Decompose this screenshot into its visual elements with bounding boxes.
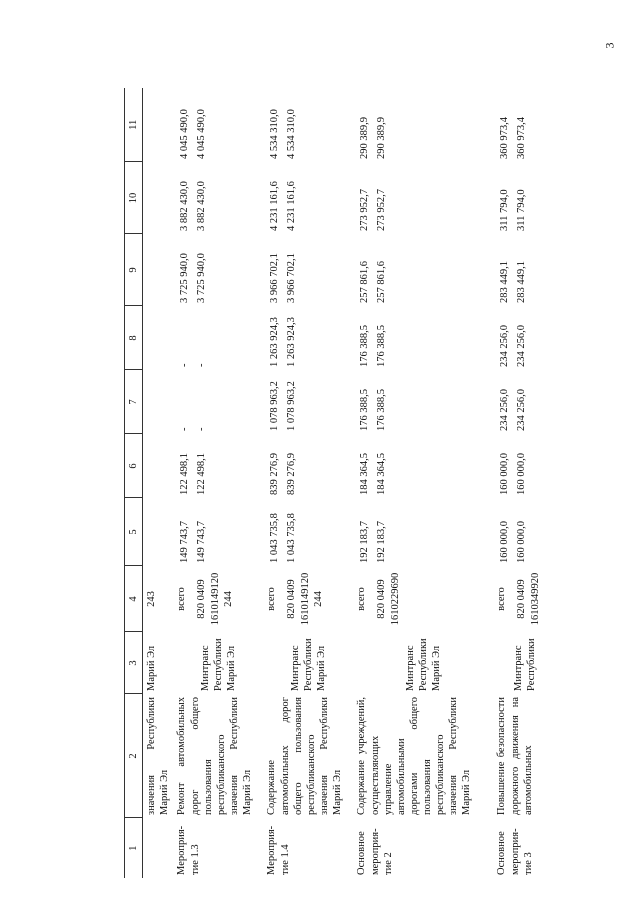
value-total: 176 388,5 — [359, 325, 371, 367]
value-cell — [173, 162, 193, 234]
value-cell — [263, 434, 283, 498]
value-executor: 1 078 963,2 — [286, 381, 298, 431]
value-total: 192 183,7 — [359, 521, 371, 563]
value-cell — [373, 88, 493, 162]
value-cell — [143, 370, 174, 434]
value-cell — [143, 498, 174, 566]
column-header: 9 — [125, 234, 143, 306]
value-total: 1 078 963,2 — [269, 381, 281, 431]
value-cell — [353, 88, 373, 162]
executor-cell — [173, 632, 263, 694]
value-executor: 4 045 490,0 — [196, 109, 208, 159]
value-cell — [353, 234, 373, 306]
value-executor: 1 263 924,3 — [286, 317, 298, 367]
column-header: 5 — [125, 498, 143, 566]
budget-source-label: всего — [176, 587, 188, 611]
value-cell — [373, 234, 493, 306]
column-header: 2 — [125, 694, 143, 818]
value-cell — [143, 88, 174, 162]
value-total: 234 256,0 — [499, 389, 511, 431]
budget-code-cell — [193, 566, 263, 632]
activity-name-cell — [173, 694, 263, 818]
value-cell — [513, 498, 557, 566]
value-total: 234 256,0 — [499, 325, 511, 367]
value-executor: 176 388,5 — [376, 325, 388, 367]
table-row — [493, 88, 513, 878]
value-total: 3 882 430,0 — [179, 181, 191, 231]
value-total: 4 045 490,0 — [179, 109, 191, 159]
program-funding-table — [124, 88, 557, 878]
value-executor: 283 449,1 — [516, 261, 528, 303]
value-cell — [513, 162, 557, 234]
value-cell — [193, 370, 263, 434]
value-executor: 257 861,6 — [376, 261, 388, 303]
value-cell — [493, 370, 513, 434]
value-cell — [173, 234, 193, 306]
value-total: 290 389,9 — [359, 117, 371, 159]
activity-name-cell — [353, 694, 493, 818]
value-executor: 360 973,4 — [516, 117, 528, 159]
value-total: 160 000,0 — [499, 453, 511, 495]
value-cell — [493, 234, 513, 306]
activity-name-cell — [493, 694, 557, 818]
value-executor: 311 794,0 — [516, 189, 528, 231]
executor-name: Минтранс Республики Марий Эл — [289, 638, 327, 691]
activity-number: Основное мероприя-тие 2 — [356, 828, 394, 875]
value-total: 184 364,5 — [359, 453, 371, 495]
budget-source-label: всего — [356, 587, 368, 611]
value-cell — [263, 498, 283, 566]
value-cell — [513, 434, 557, 498]
value-cell — [143, 234, 174, 306]
value-cell — [193, 498, 263, 566]
column-header: 6 — [125, 434, 143, 498]
column-header: 4 — [125, 566, 143, 632]
value-cell — [173, 370, 193, 434]
column-header: 10 — [125, 162, 143, 234]
activity-name-cell — [143, 694, 174, 818]
value-executor: 839 276,9 — [286, 453, 298, 495]
page-number: 3 — [602, 42, 617, 49]
budget-source-label: 243 — [146, 591, 158, 607]
value-cell — [193, 162, 263, 234]
budget-source-cell — [353, 566, 373, 632]
value-executor: 4 231 161,6 — [286, 181, 298, 231]
executor-cell — [143, 632, 174, 694]
value-executor: 176 388,5 — [376, 389, 388, 431]
budget-code: 820 0409 1610349920 — [516, 572, 541, 626]
value-total: 311 794,0 — [499, 189, 511, 231]
value-cell — [283, 162, 353, 234]
value-cell — [373, 370, 493, 434]
activity-name: Ремонт автомобильных дорог общего пользования республиканского значения Республики Марий Эл — [176, 697, 253, 815]
activity-number: Мероприя-тие 1.3 — [176, 825, 201, 875]
value-cell — [513, 234, 557, 306]
value-executor: 160 000,0 — [516, 521, 528, 563]
value-cell — [513, 306, 557, 370]
budget-code-cell — [283, 566, 353, 632]
value-cell — [193, 88, 263, 162]
value-total: - — [179, 363, 191, 367]
table-row — [173, 88, 193, 878]
value-cell — [493, 434, 513, 498]
rotated-table-container — [124, 88, 542, 878]
value-total: 3 725 940,0 — [179, 253, 191, 303]
executor-cell — [493, 632, 557, 694]
value-executor: 149 743,7 — [196, 521, 208, 563]
table-row — [263, 88, 283, 878]
value-total: 122 498,1 — [179, 453, 191, 495]
value-total: 839 276,9 — [269, 453, 281, 495]
value-executor: 1 043 735,8 — [286, 513, 298, 563]
value-cell — [283, 434, 353, 498]
column-header: 11 — [125, 88, 143, 162]
activity-number-cell — [353, 818, 493, 878]
value-total: 1 043 735,8 — [269, 513, 281, 563]
table-row — [143, 88, 174, 878]
value-executor: 3 725 940,0 — [196, 253, 208, 303]
value-cell — [493, 498, 513, 566]
value-executor: 290 389,9 — [376, 117, 388, 159]
value-total: 273 952,7 — [359, 189, 371, 231]
column-header: 1 — [125, 818, 143, 878]
executor-name: Минтранс Республики Марий Эл — [199, 638, 237, 691]
activity-name-cell — [263, 694, 353, 818]
value-cell — [143, 434, 174, 498]
value-cell — [193, 234, 263, 306]
value-executor: 3 882 430,0 — [196, 181, 208, 231]
executor-name: Минтранс Республики — [513, 638, 538, 691]
value-total: 257 861,6 — [359, 261, 371, 303]
value-total: 149 743,7 — [179, 521, 191, 563]
column-header: 7 — [125, 370, 143, 434]
value-cell — [173, 498, 193, 566]
value-cell — [143, 162, 174, 234]
budget-code: 820 0409 1610149120 244 — [196, 572, 234, 626]
value-executor: - — [196, 363, 208, 367]
value-executor: 192 183,7 — [376, 521, 388, 563]
activity-name: значения Республики Марий Эл — [146, 697, 171, 815]
value-total: - — [179, 427, 191, 431]
value-cell — [373, 306, 493, 370]
value-cell — [173, 434, 193, 498]
value-cell — [513, 370, 557, 434]
value-total: 4 231 161,6 — [269, 181, 281, 231]
budget-code: 820 0409 1610149120 244 — [286, 572, 324, 626]
value-executor: 122 498,1 — [196, 453, 208, 495]
value-cell — [493, 162, 513, 234]
value-cell — [493, 306, 513, 370]
value-executor: 273 952,7 — [376, 189, 388, 231]
value-cell — [263, 162, 283, 234]
column-header: 3 — [125, 632, 143, 694]
value-cell — [493, 88, 513, 162]
value-cell — [173, 306, 193, 370]
budget-code-cell — [513, 566, 557, 632]
activity-number-cell — [173, 818, 263, 878]
value-cell — [283, 306, 353, 370]
value-cell — [353, 162, 373, 234]
value-cell — [193, 306, 263, 370]
column-header: 8 — [125, 306, 143, 370]
value-cell — [283, 370, 353, 434]
value-total: 360 973,4 — [499, 117, 511, 159]
value-executor: - — [196, 427, 208, 431]
value-total: 3 966 702,1 — [269, 253, 281, 303]
value-cell — [283, 88, 353, 162]
value-total: 1 263 924,3 — [269, 317, 281, 367]
value-total: 4 534 310,0 — [269, 109, 281, 159]
activity-number-cell — [493, 818, 557, 878]
value-cell — [193, 434, 263, 498]
value-cell — [373, 434, 493, 498]
value-total: 160 000,0 — [499, 521, 511, 563]
activity-name: Содержание учреждений, осуществляющих управление автомобильными дорогами общего пользования республиканского значения Республики Марий Эл — [356, 697, 473, 815]
budget-code: 820 0409 1610229690 — [376, 572, 401, 626]
value-executor: 3 966 702,1 — [286, 253, 298, 303]
executor-cell — [353, 632, 493, 694]
budget-source-cell — [493, 566, 513, 632]
value-cell — [143, 306, 174, 370]
budget-source-cell — [173, 566, 193, 632]
value-cell — [263, 306, 283, 370]
value-executor: 234 256,0 — [516, 389, 528, 431]
value-cell — [353, 370, 373, 434]
value-cell — [353, 434, 373, 498]
value-cell — [173, 88, 193, 162]
budget-source-cell — [263, 566, 283, 632]
value-cell — [353, 498, 373, 566]
table-body — [143, 88, 558, 878]
value-executor: 184 364,5 — [376, 453, 388, 495]
value-cell — [373, 162, 493, 234]
value-cell — [263, 234, 283, 306]
value-total: 283 449,1 — [499, 261, 511, 303]
activity-number-cell — [143, 818, 174, 878]
budget-source-label: всего — [496, 587, 508, 611]
value-cell — [263, 88, 283, 162]
executor-name: Минтранс Республики Марий Эл — [404, 638, 442, 691]
budget-source-label: всего — [266, 587, 278, 611]
activity-number: Основное мероприя-тие 3 — [496, 828, 534, 875]
activity-name: Содержание автомобильных дорог общего пользования республиканского значения Республики Марий Эл — [266, 697, 343, 815]
value-total: 176 388,5 — [359, 389, 371, 431]
value-cell — [263, 370, 283, 434]
budget-source-cell — [143, 566, 174, 632]
value-cell — [283, 498, 353, 566]
activity-name: Повышение безопасности дорожного движения на автомобильных — [496, 697, 534, 815]
table-row — [353, 88, 373, 878]
value-cell — [353, 306, 373, 370]
column-number-row — [125, 88, 143, 878]
budget-code-cell — [373, 566, 493, 632]
activity-number-cell — [263, 818, 353, 878]
value-executor: 4 534 310,0 — [286, 109, 298, 159]
value-cell — [513, 88, 557, 162]
value-executor: 234 256,0 — [516, 325, 528, 367]
value-cell — [373, 498, 493, 566]
executor-name: Марий Эл — [146, 645, 158, 691]
value-cell — [283, 234, 353, 306]
executor-cell — [263, 632, 353, 694]
activity-number: Мероприя-тие 1.4 — [266, 825, 291, 875]
value-executor: 160 000,0 — [516, 453, 528, 495]
